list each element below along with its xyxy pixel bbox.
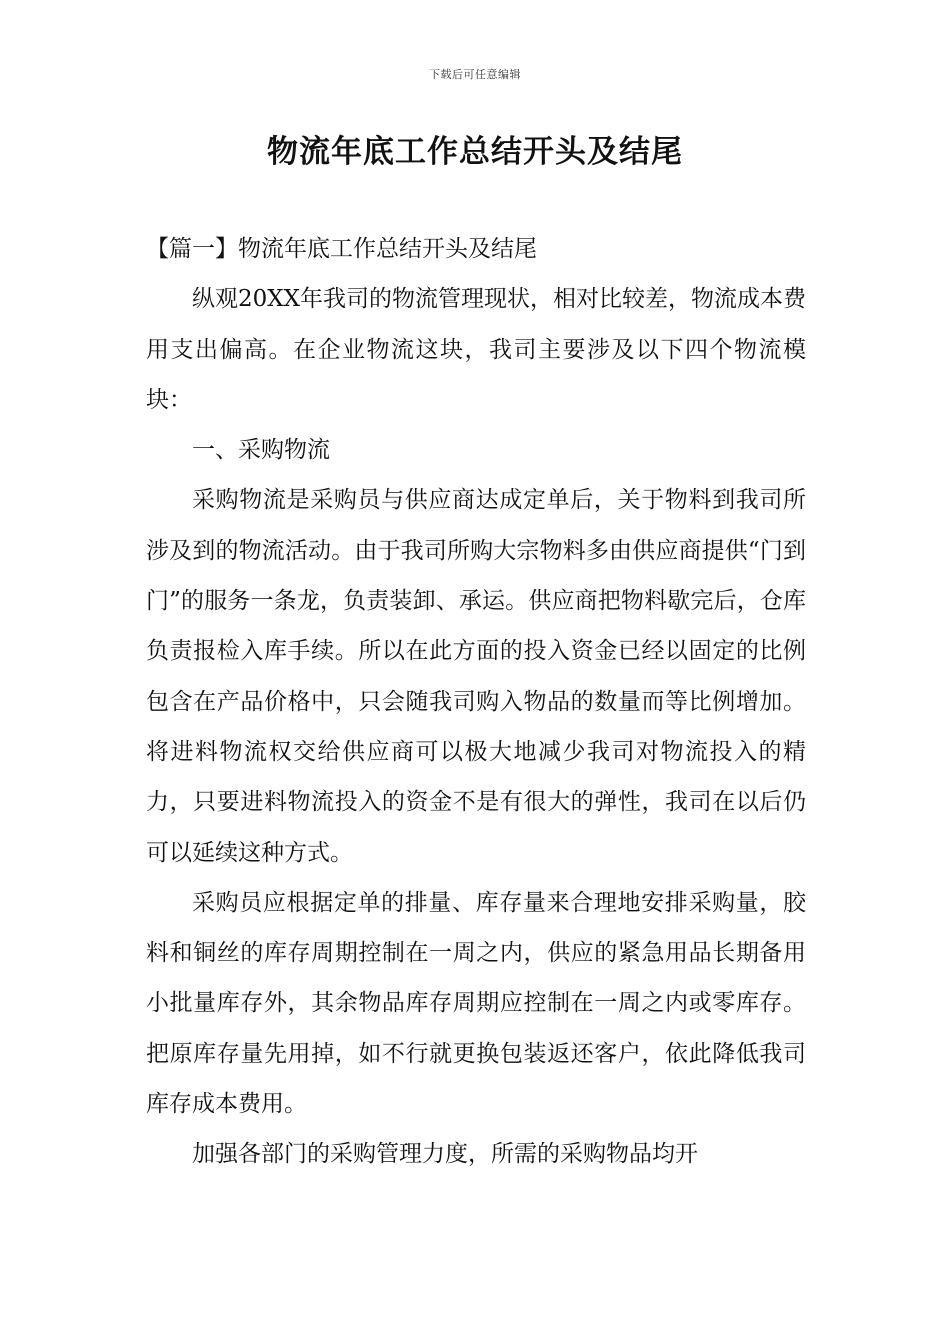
document-title: 物流年底工作总结开头及结尾 (267, 134, 683, 170)
header-note: 下载后可任意编辑 (429, 68, 521, 81)
paragraph-purchasing-management: 加强各部门的采购管理力度，所需的采购物品均开 (192, 1141, 698, 1168)
subheading-purchasing-logistics: 一、采购物流 (192, 437, 330, 464)
paragraph-inventory-control: 采购员应根据定单的排量、库存量来合理地安排采购量，胶料和铜丝的库存周期控制在一周之内，供应的紧急用品长期备用小批量库存外，其余物品库存周期应控制在一周之内或零库存。把原库存量先用掉，如不行就更换包装返还客户，依此降低我司库存成本费用。 (146, 889, 806, 1118)
document-body (146, 224, 806, 1180)
paragraph-intro: 纵观20XX年我司的物流管理现状，相对比较差，物流成本费用支出偏高。在企业物流这块，我司主要涉及以下四个物流模块： (146, 286, 807, 413)
paragraph-purchasing-logistics: 采购物流是采购员与供应商达成定单后，关于物料到我司所涉及到的物流活动。由于我司所购大宗物料多由供应商提供“门到门”的服务一条龙，负责装卸、承运。供应商把物料歇完后，仓库负责报检入库手续。所以在此方面的投入资金已经以固定的比例包含在产品价格中，只会随我司购入物品的数量而等比例增加。将进料物流权交给供应商可以极大地减少我司对物流投入的精力，只要进料物流投入的资金不是有很大的弹性，我司在以后仍可以延续这种方式。 (146, 487, 806, 866)
section-heading: 【篇一】物流年底工作总结开头及结尾 (146, 236, 537, 262)
